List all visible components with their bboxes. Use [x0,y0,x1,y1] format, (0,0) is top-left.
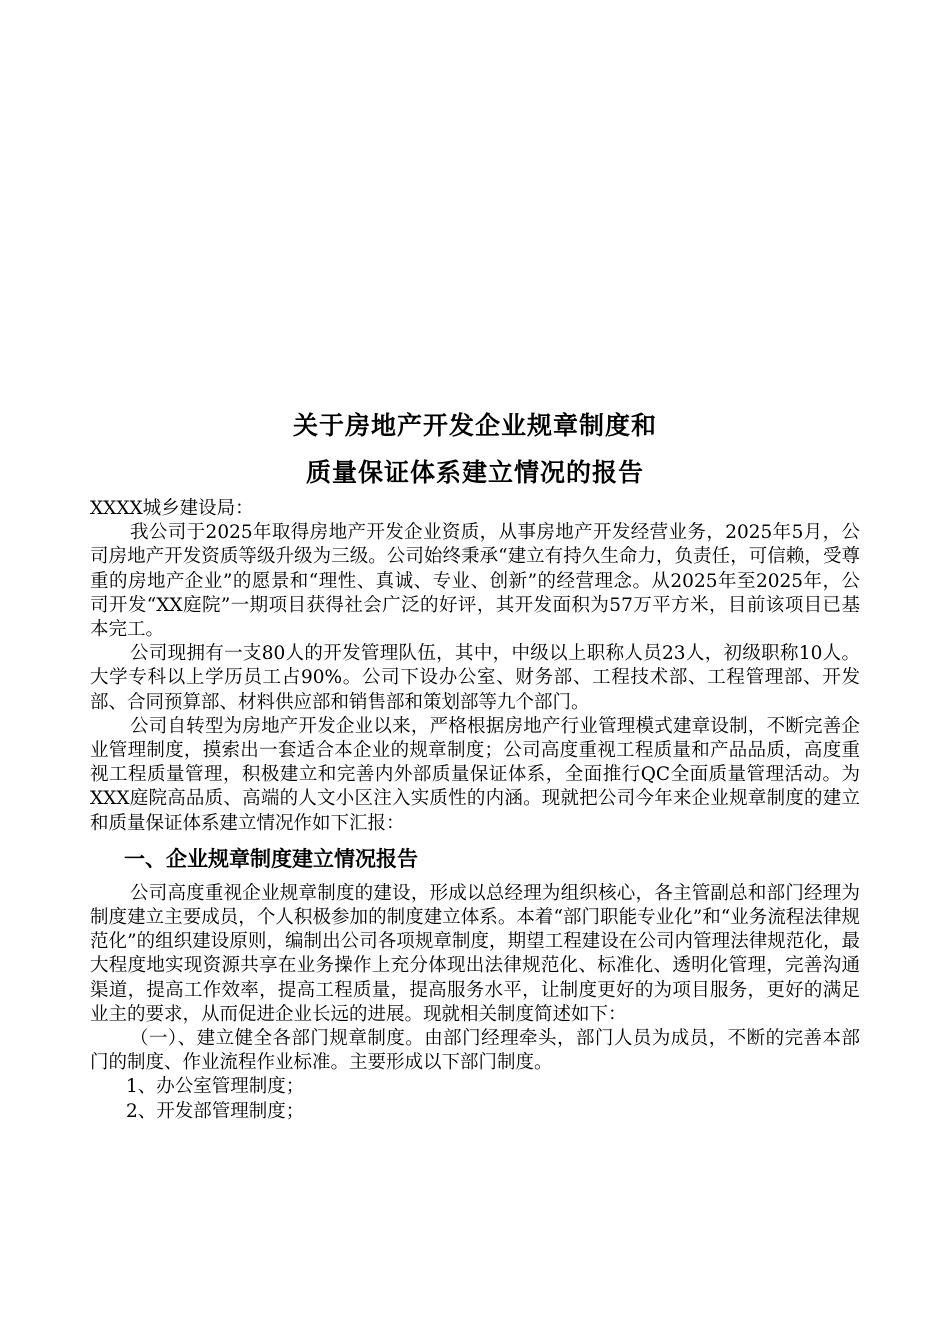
document-body [90,497,860,1124]
paragraph-management: 公司自转型为房地产开发企业以来，严格根据房地产行业管理模式建章设制，不断完善企业管理制度，摸索出一套适合本企业的规章制度；公司高度重视工程质量和产品品质，高度重视工程质量管理，积极建立和完善内外部质量保证体系，全面推行QC全面质量管理活动。为XXX庭院高品质、高端的人文小区注入实质性的内涵。现就把公司今年来企业规章制度的建立和质量保证体系建立情况作如下汇报： [90,715,860,834]
list-item: 1、办公室管理制度； [126,1076,305,1098]
salutation: XXXX城乡建设局： [90,498,254,519]
paragraph-intro: 我公司于2025年取得房地产开发企业资质，从事房地产开发经营业务，2025年5月，公司房地产开发资质等级升级为三级。公司始终秉承“建立有持久生命力，负责任，可信赖，受尊重的房地产企业”的愿景和“理性、真诚、专业、创新”的经营理念。从2025年至2025年，公司开发“XX庭院”一期项目获得社会广泛的好评，其开发面积为57万平方米，目前该项目已基本完工。 [90,522,860,641]
document-title [0,402,950,496]
paragraph-rules: 公司高度重视企业规章制度的建设，形成以总经理为组织核心，各主管副总和部门经理为制度建立主要成员，个人积极参加的制度建立体系。本着“部门职能专业化”和“业务流程法律规范化”的组织建设原则，编制出公司各项规章制度，期望工程建设在公司内管理法律规范化，最大程度地实现资源共享在业务操作上充分体现出法律规范化、标准化、透明化管理，完善沟通渠道，提高工作效率，提高工程质量，提高服务水平，让制度更好的为项目服务，更好的满足业主的要求，从而促进企业长远的进展。现就相关制度简述如下： [90,882,860,1025]
title-line-2: 质量保证体系建立情况的报告 [305,458,644,487]
section-heading-1: 一、企业规章制度建立情况报告 [124,846,418,871]
paragraph-departments: （一）、建立健全各部门规章制度。由部门经理牵头，部门人员为成员，不断的完善本部门的制度、作业流程作业标准。主要形成以下部门制度。 [90,1028,860,1074]
paragraph-staff: 公司现拥有一支80人的开发管理队伍，其中，中级以上职称人员23人，初级职称10人。大学专科以上学历员工占90%。公司下设办公室、财务部、工程技术部、工程管理部、开发部、合同预算部、材料供应部和销售部和策划部等九个部门。 [90,643,860,713]
title-line-1: 关于房地产开发企业规章制度和 [292,411,657,440]
list-item: 2、开发部管理制度； [126,1100,305,1122]
